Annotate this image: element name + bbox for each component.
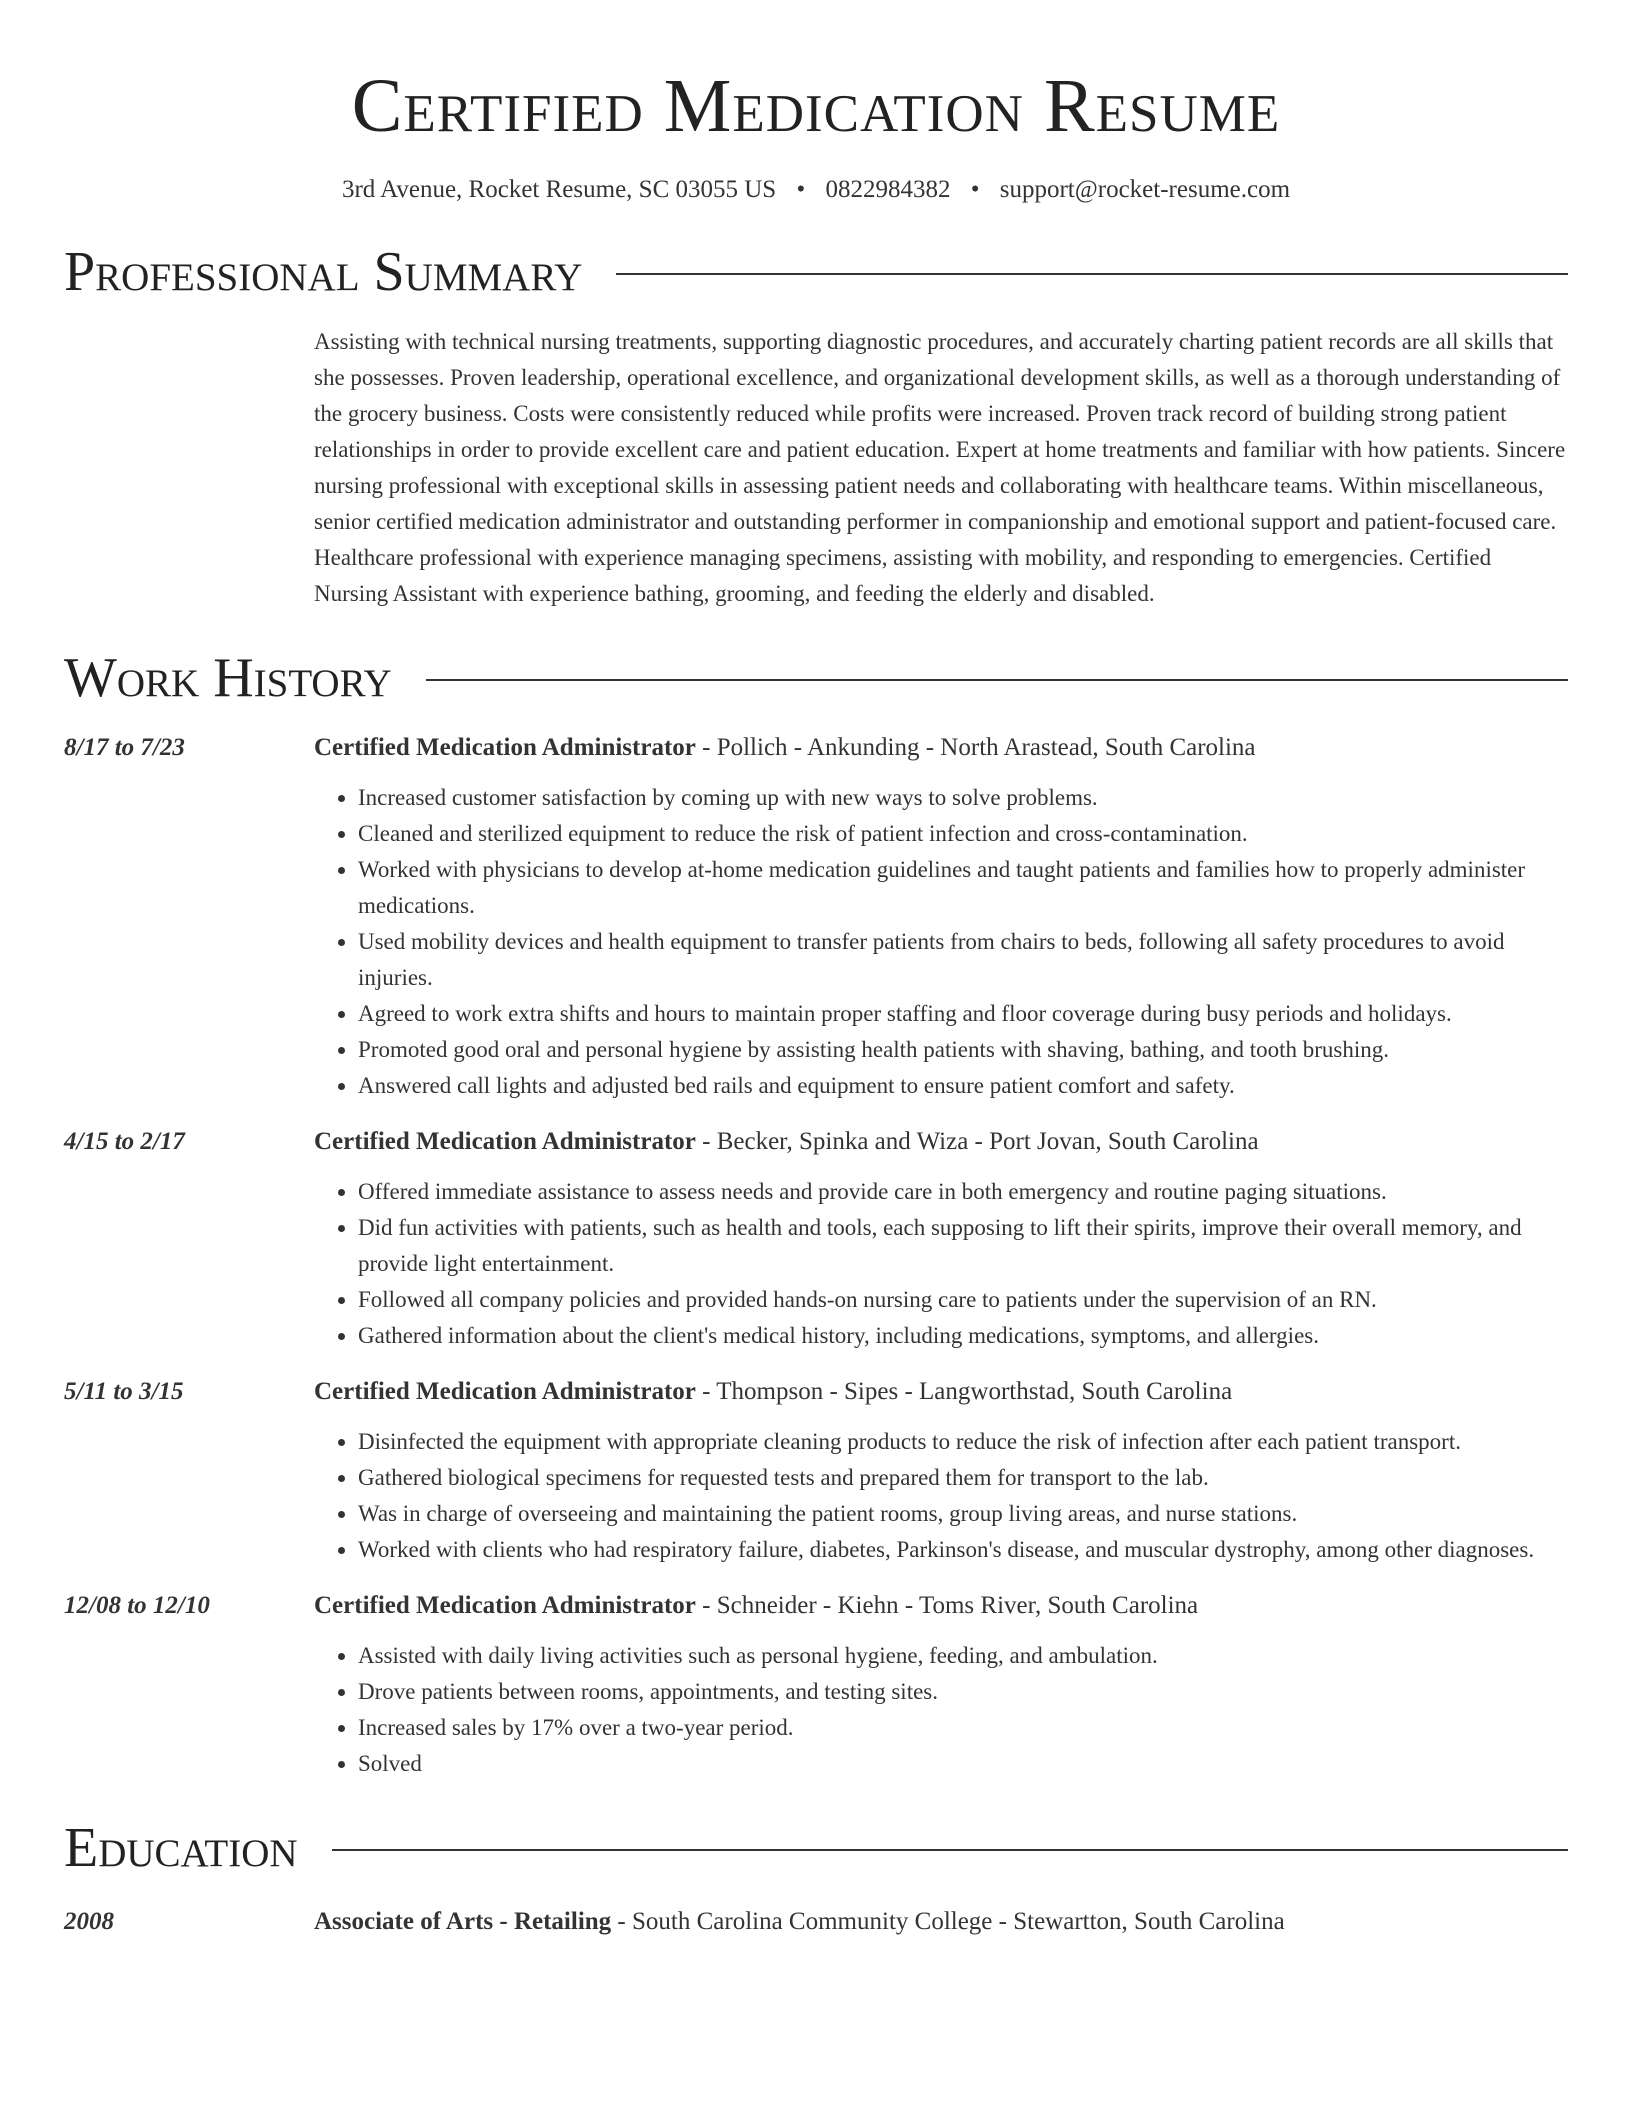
job-title: Certified Medication Administrator [314, 734, 696, 761]
section-divider [332, 1849, 1568, 1851]
job-heading [314, 1588, 1568, 1624]
job-title: Certified Medication Administrator [314, 1592, 696, 1619]
education-details: - South Carolina Community College - Stewartton, South Carolina [611, 1908, 1285, 1935]
job-bullet: • Agreed to work extra shifts and hours to maintain proper staffing and floor coverage during busy periods and holidays. [358, 996, 1568, 1032]
education-section [64, 1816, 1568, 1940]
education-header [64, 1816, 1568, 1880]
job-entry [64, 730, 1568, 1104]
job-bullet: • Solved [358, 1746, 1568, 1782]
job-bullet: • Promoted good oral and personal hygiene by assisting health patients with shaving, bathing, and tooth brushing. [358, 1032, 1568, 1068]
summary-heading: Professional Summary [64, 241, 583, 303]
job-bullet: • Answered call lights and adjusted bed rails and equipment to ensure patient comfort and safety. [358, 1068, 1568, 1104]
summary-text: Assisting with technical nursing treatments, supporting diagnostic procedures, and accurately charting patient records are all skills that she possesses. Proven leadership, operational excellence, and organizational development skills, as well as a thorough understanding of the grocery business. Costs were consistently reduced while profits were increased. Proven track record of building strong patient relationships in order to provide excellent care and patient education. Expert at home treatments and familiar with how patients. Sincere nursing professional with exceptional skills in assessing patient needs and collaborating with healthcare teams. Within miscellaneous, senior certified medication administrator and outstanding performer in companionship and emotional support and patient-focused care. Healthcare professional with experience managing specimens, assisting with mobility, and responding to emergencies. Certified Nursing Assistant with experience bathing, grooming, and feeding the elderly and disabled. [314, 329, 1566, 606]
job-bullet: • Offered immediate assistance to assess needs and provide care in both emergency and routine paging situations. [358, 1174, 1568, 1210]
contact-separator: • [970, 176, 980, 203]
education-year: 2008 [64, 1908, 114, 1935]
job-title: Certified Medication Administrator [314, 1128, 696, 1155]
job-dates: 5/11 to 3/15 [64, 1378, 184, 1405]
job-dates: 8/17 to 7/23 [64, 734, 185, 761]
job-title: Certified Medication Administrator [314, 1378, 696, 1405]
job-bullet: • Was in charge of overseeing and maintaining the patient rooms, group living areas, and nurse stations. [358, 1496, 1568, 1532]
job-heading [314, 1374, 1568, 1410]
job-bullet: • Gathered biological specimens for requested tests and prepared them for transport to the lab. [358, 1460, 1568, 1496]
work-history-section [64, 646, 1568, 1782]
job-body [314, 730, 1568, 1104]
job-bullets [314, 1424, 1568, 1568]
job-bullet: • Followed all company policies and provided hands-on nursing care to patients under the supervision of an RN. [358, 1282, 1568, 1318]
job-bullets [314, 1174, 1568, 1354]
job-body [314, 1124, 1568, 1354]
job-details: - Thompson - Sipes - Langworthstad, South Carolina [695, 1378, 1233, 1405]
job-heading [314, 1124, 1568, 1160]
job-details: - Schneider - Kiehn - Toms River, South Carolina [695, 1592, 1199, 1619]
job-bullet: • Gathered information about the client's medical history, including medications, symptoms, and allergies. [358, 1318, 1568, 1354]
resume-title: Certified Medication Resume [351, 64, 1281, 148]
job-dates: 4/15 to 2/17 [64, 1128, 185, 1155]
job-bullets [314, 780, 1568, 1104]
job-bullet: • Assisted with daily living activities such as personal hygiene, feeding, and ambulation. [358, 1638, 1568, 1674]
job-bullet: • Disinfected the equipment with appropriate cleaning products to reduce the risk of infection after each patient transport. [358, 1424, 1568, 1460]
work-history-header [64, 646, 1568, 710]
job-body [314, 1588, 1568, 1782]
contact-line [64, 174, 1568, 206]
education-heading: Education [64, 1817, 298, 1879]
job-dates: 12/08 to 12/10 [64, 1592, 210, 1619]
job-entry [64, 1588, 1568, 1782]
job-bullet: • Worked with clients who had respiratory failure, diabetes, Parkinson's disease, and muscular dystrophy, among other diagnoses. [358, 1532, 1568, 1568]
job-bullets [314, 1638, 1568, 1782]
contact-email: support@rocket-resume.com [999, 176, 1291, 203]
section-divider [426, 679, 1568, 681]
job-details: - Becker, Spinka and Wiza - Port Jovan, South Carolina [695, 1128, 1259, 1155]
contact-phone: 0822984382 [825, 176, 951, 203]
summary-section [64, 240, 1568, 612]
resume-page [64, 0, 1568, 1940]
job-heading [314, 730, 1568, 766]
job-entry [64, 1124, 1568, 1354]
contact-separator: • [796, 176, 806, 203]
job-bullet: • Did fun activities with patients, such as health and tools, each supposing to lift their spirits, improve their overall memory, and provide light entertainment. [358, 1210, 1568, 1282]
education-heading-line [314, 1904, 1285, 1940]
job-bullet: • Cleaned and sterilized equipment to reduce the risk of patient infection and cross-contamination. [358, 816, 1568, 852]
job-body [314, 1374, 1568, 1568]
job-bullet: • Increased sales by 17% over a two-year period. [358, 1710, 1568, 1746]
job-entry [64, 1374, 1568, 1568]
job-bullet: • Drove patients between rooms, appointments, and testing sites. [358, 1674, 1568, 1710]
job-bullet: • Worked with physicians to develop at-home medication guidelines and taught patients and families how to properly administer medications. [358, 852, 1568, 924]
education-degree: Associate of Arts - Retailing [314, 1908, 612, 1935]
job-bullet: • Used mobility devices and health equipment to transfer patients from chairs to beds, following all safety procedures to avoid injuries. [358, 924, 1568, 996]
contact-address: 3rd Avenue, Rocket Resume, SC 03055 US [341, 176, 777, 203]
work-history-heading: Work History [64, 647, 392, 709]
section-divider [616, 273, 1568, 275]
education-entry [64, 1904, 1568, 1940]
summary-header [64, 240, 1568, 304]
job-details: - Pollich - Ankunding - North Arastead, South Carolina [695, 734, 1256, 761]
job-bullet: • Increased customer satisfaction by coming up with new ways to solve problems. [358, 780, 1568, 816]
